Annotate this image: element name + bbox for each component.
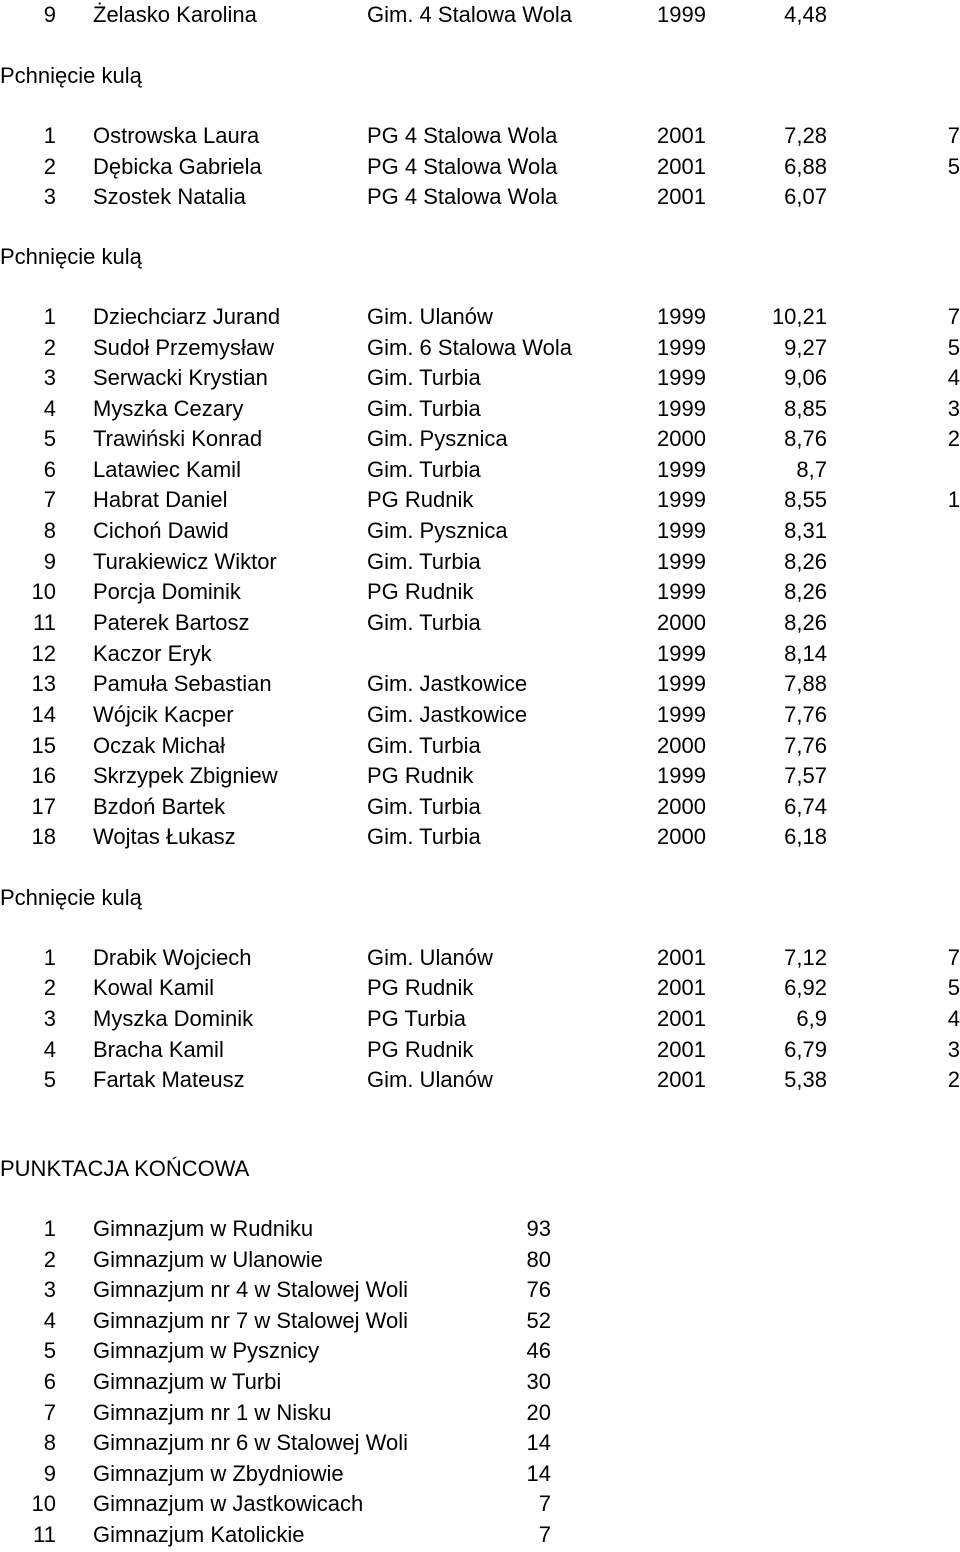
birth-year: 2001: [657, 1006, 706, 1031]
school: Gim. 4 Stalowa Wola: [367, 2, 573, 27]
school: PG Rudnik: [367, 487, 474, 512]
athlete-name: Myszka Cezary: [93, 396, 244, 421]
total-points: 20: [526, 1400, 551, 1425]
school: Gim. 6 Stalowa Wola: [367, 335, 573, 360]
result: 8,85: [784, 396, 827, 421]
birth-year: 2001: [657, 945, 706, 970]
rank: 1: [43, 304, 56, 329]
rank: 9: [43, 1461, 56, 1486]
points: 5: [947, 975, 960, 1000]
athlete-name: Paterek Bartosz: [93, 610, 250, 635]
school-name: Gimnazjum nr 7 w Stalowej Woli: [93, 1308, 409, 1333]
birth-year: 1999: [657, 2, 706, 27]
result: 8,76: [784, 426, 827, 451]
result: 6,79: [784, 1037, 827, 1062]
result: 8,7: [796, 457, 827, 482]
points: 5: [947, 335, 960, 360]
school: Gim. Pysznica: [367, 518, 508, 543]
school: PG Rudnik: [367, 1037, 474, 1062]
points: 4: [947, 365, 960, 390]
standings-row: [0, 1336, 960, 1366]
result-row: [0, 485, 960, 515]
result-row: [0, 0, 960, 30]
birth-year: 2000: [657, 610, 706, 635]
result: 6,88: [784, 154, 827, 179]
rank: 9: [43, 549, 56, 574]
total-points: 76: [526, 1277, 551, 1302]
athlete-name: Porcja Dominik: [93, 579, 241, 604]
rank: 3: [43, 184, 56, 209]
result-row: [0, 822, 960, 852]
athlete-name: Skrzypek Zbigniew: [93, 763, 278, 788]
athlete-name: Ostrowska Laura: [93, 123, 260, 148]
birth-year: 2001: [657, 1067, 706, 1092]
school-name: Gimnazjum w Turbi: [93, 1369, 282, 1394]
rank: 6: [43, 457, 56, 482]
result-row: [0, 363, 960, 393]
rank: 14: [31, 702, 56, 727]
school: Gim. Turbia: [367, 733, 481, 758]
result-row: [0, 608, 960, 638]
rank: 5: [43, 1067, 56, 1092]
school-name: Gimnazjum w Zbydniowie: [93, 1461, 344, 1486]
athlete-name: Kaczor Eryk: [93, 641, 212, 666]
standings-row: [0, 1459, 960, 1489]
rank: 9: [43, 2, 56, 27]
result: 7,57: [784, 763, 827, 788]
birth-year: 1999: [657, 335, 706, 360]
result-row: [0, 669, 960, 699]
athlete-name: Trawiński Konrad: [93, 426, 263, 451]
rank: 17: [31, 794, 56, 819]
athlete-name: Wójcik Kacper: [93, 702, 234, 727]
total-points: 52: [526, 1308, 551, 1333]
points: 7: [947, 123, 960, 148]
result-row: [0, 1065, 960, 1095]
birth-year: 2000: [657, 824, 706, 849]
standings-row: [0, 1306, 960, 1336]
rank: 4: [43, 396, 56, 421]
athlete-name: Bzdoń Bartek: [93, 794, 226, 819]
school-name: Gimnazjum nr 4 w Stalowej Woli: [93, 1277, 409, 1302]
rank: 8: [43, 518, 56, 543]
result: 9,06: [784, 365, 827, 390]
rank: 4: [43, 1308, 56, 1333]
total-points: 14: [526, 1461, 551, 1486]
rank: 11: [33, 610, 56, 635]
result-row: [0, 761, 960, 791]
birth-year: 1999: [657, 396, 706, 421]
athlete-name: Oczak Michał: [93, 733, 226, 758]
total-points: 80: [526, 1247, 551, 1272]
school-name: Gimnazjum w Ulanowie: [93, 1247, 323, 1272]
school-name: Gimnazjum w Jastkowicach: [93, 1491, 364, 1516]
athlete-name: Dziechciarz Jurand: [93, 304, 281, 329]
result-row: [0, 455, 960, 485]
standings-row: [0, 1214, 960, 1244]
rank: 2: [43, 1247, 56, 1272]
athlete-name: Myszka Dominik: [93, 1006, 254, 1031]
school: Gim. Pysznica: [367, 426, 508, 451]
result-row: [0, 973, 960, 1003]
rank: 3: [43, 1006, 56, 1031]
rank: 18: [31, 824, 56, 849]
points: 7: [947, 304, 960, 329]
points: 2: [947, 1067, 960, 1092]
result: 8,26: [784, 549, 827, 574]
school: PG Rudnik: [367, 763, 474, 788]
rank: 6: [43, 1369, 56, 1394]
standings-row: [0, 1398, 960, 1428]
result: 9,27: [784, 335, 827, 360]
birth-year: 2001: [657, 184, 706, 209]
birth-year: 1999: [657, 671, 706, 696]
birth-year: 1999: [657, 518, 706, 543]
rank: 2: [43, 335, 56, 360]
result: 6,18: [784, 824, 827, 849]
standings-row: [0, 1489, 960, 1519]
school-name: Gimnazjum nr 1 w Nisku: [93, 1400, 332, 1425]
rank: 1: [43, 123, 56, 148]
school: PG 4 Stalowa Wola: [367, 154, 558, 179]
school-name: Gimnazjum nr 6 w Stalowej Woli: [93, 1430, 409, 1455]
section-title: Pchnięcie kulą: [0, 63, 142, 88]
standings-row: [0, 1275, 960, 1305]
total-points: 46: [526, 1338, 551, 1363]
result-row: [0, 792, 960, 822]
section-title: Pchnięcie kulą: [0, 885, 142, 910]
athlete-name: Drabik Wojciech: [93, 945, 252, 970]
birth-year: 2001: [657, 154, 706, 179]
school-name: Gimnazjum w Pysznicy: [93, 1338, 320, 1363]
school: Gim. Ulanów: [367, 1067, 493, 1092]
rank: 15: [31, 733, 56, 758]
rank: 3: [43, 1277, 56, 1302]
result: 6,92: [784, 975, 827, 1000]
points: 3: [947, 1037, 960, 1062]
school: Gim. Ulanów: [367, 945, 493, 970]
result: 8,55: [784, 487, 827, 512]
school: Gim. Turbia: [367, 549, 481, 574]
birth-year: 1999: [657, 641, 706, 666]
school: PG Rudnik: [367, 579, 474, 604]
birth-year: 1999: [657, 763, 706, 788]
result: 7,76: [784, 733, 827, 758]
birth-year: 1999: [657, 549, 706, 574]
rank: 5: [43, 1338, 56, 1363]
result-row: [0, 424, 960, 454]
result: 7,28: [784, 123, 827, 148]
birth-year: 1999: [657, 365, 706, 390]
result: 8,26: [784, 610, 827, 635]
school: Gim. Turbia: [367, 824, 481, 849]
result-row: [0, 1004, 960, 1034]
athlete-name: Pamuła Sebastian: [93, 671, 272, 696]
school: Gim. Turbia: [367, 794, 481, 819]
athlete-name: Sudoł Przemysław: [93, 335, 274, 360]
birth-year: 1999: [657, 579, 706, 604]
birth-year: 1999: [657, 457, 706, 482]
points: 5: [947, 154, 960, 179]
result: 6,9: [796, 1006, 827, 1031]
result-row: [0, 394, 960, 424]
school: Gim. Turbia: [367, 457, 481, 482]
athlete-name: Wojtas Łukasz: [93, 824, 236, 849]
result-row: [0, 182, 960, 212]
athlete-name: Latawiec Kamil: [93, 457, 241, 482]
standings-row: [0, 1367, 960, 1397]
result-row: [0, 121, 960, 151]
points: 4: [947, 1006, 960, 1031]
result-row: [0, 547, 960, 577]
rank: 1: [43, 1216, 56, 1241]
result-row: [0, 516, 960, 546]
result: 6,74: [784, 794, 827, 819]
points: 1: [947, 487, 960, 512]
result-row: [0, 302, 960, 332]
athlete-name: Fartak Mateusz: [93, 1067, 245, 1092]
school: Gim. Turbia: [367, 365, 481, 390]
school: PG 4 Stalowa Wola: [367, 184, 558, 209]
rank: 2: [43, 975, 56, 1000]
school-name: Gimnazjum w Rudniku: [93, 1216, 314, 1241]
standings-row: [0, 1520, 960, 1550]
result: 8,14: [784, 641, 827, 666]
rank: 7: [43, 487, 56, 512]
result: 10,21: [771, 304, 827, 329]
school: Gim. Jastkowice: [367, 702, 528, 727]
result-row: [0, 333, 960, 363]
result: 5,38: [784, 1067, 827, 1092]
result-row: [0, 731, 960, 761]
athlete-name: Kowal Kamil: [93, 975, 215, 1000]
school: Gim. Turbia: [367, 396, 481, 421]
rank: 16: [31, 763, 56, 788]
rank: 2: [43, 154, 56, 179]
result-row: [0, 700, 960, 730]
rank: 1: [43, 945, 56, 970]
athlete-name: Szostek Natalia: [93, 184, 246, 209]
total-points: 30: [526, 1369, 551, 1394]
result-row: [0, 152, 960, 182]
result: 8,31: [784, 518, 827, 543]
school-name: Gimnazjum Katolickie: [93, 1522, 305, 1547]
rank: 4: [43, 1037, 56, 1062]
birth-year: 2000: [657, 426, 706, 451]
rank: 10: [31, 1491, 56, 1516]
athlete-name: Habrat Daniel: [93, 487, 228, 512]
rank: 5: [43, 426, 56, 451]
school: Gim. Turbia: [367, 610, 481, 635]
rank: 13: [31, 671, 56, 696]
school: PG Turbia: [367, 1006, 467, 1031]
result-row: [0, 1035, 960, 1065]
points: 3: [947, 396, 960, 421]
rank: 12: [31, 641, 56, 666]
result-row: [0, 943, 960, 973]
birth-year: 2001: [657, 975, 706, 1000]
result: 8,26: [784, 579, 827, 604]
rank: 10: [31, 579, 56, 604]
birth-year: 2001: [657, 123, 706, 148]
athlete-name: Żelasko Karolina: [93, 2, 257, 27]
rank: 8: [43, 1430, 56, 1455]
points: 7: [947, 945, 960, 970]
result: 6,07: [784, 184, 827, 209]
school: Gim. Ulanów: [367, 304, 493, 329]
athlete-name: Turakiewicz Wiktor: [93, 549, 277, 574]
birth-year: 1999: [657, 702, 706, 727]
standings-row: [0, 1245, 960, 1275]
section-title: Pchnięcie kulą: [0, 244, 142, 269]
total-points: 7: [538, 1522, 551, 1547]
total-points: 93: [526, 1216, 551, 1241]
result: 7,88: [784, 671, 827, 696]
rank: 11: [33, 1522, 56, 1547]
birth-year: 2001: [657, 1037, 706, 1062]
school: PG 4 Stalowa Wola: [367, 123, 558, 148]
athlete-name: Dębicka Gabriela: [93, 154, 262, 179]
school: PG Rudnik: [367, 975, 474, 1000]
rank: 7: [43, 1400, 56, 1425]
birth-year: 1999: [657, 487, 706, 512]
standings-row: [0, 1428, 960, 1458]
final-standings-title: PUNKTACJA KOŃCOWA: [0, 1156, 250, 1181]
result: 7,12: [784, 945, 827, 970]
result-row: [0, 577, 960, 607]
result-row: [0, 639, 960, 669]
athlete-name: Serwacki Krystian: [93, 365, 268, 390]
athlete-name: Cichoń Dawid: [93, 518, 229, 543]
result: 7,76: [784, 702, 827, 727]
result: 4,48: [784, 2, 827, 27]
rank: 3: [43, 365, 56, 390]
school: Gim. Jastkowice: [367, 671, 528, 696]
birth-year: 2000: [657, 733, 706, 758]
points: 2: [947, 426, 960, 451]
total-points: 14: [526, 1430, 551, 1455]
total-points: 7: [538, 1491, 551, 1516]
birth-year: 2000: [657, 794, 706, 819]
birth-year: 1999: [657, 304, 706, 329]
athlete-name: Bracha Kamil: [93, 1037, 224, 1062]
